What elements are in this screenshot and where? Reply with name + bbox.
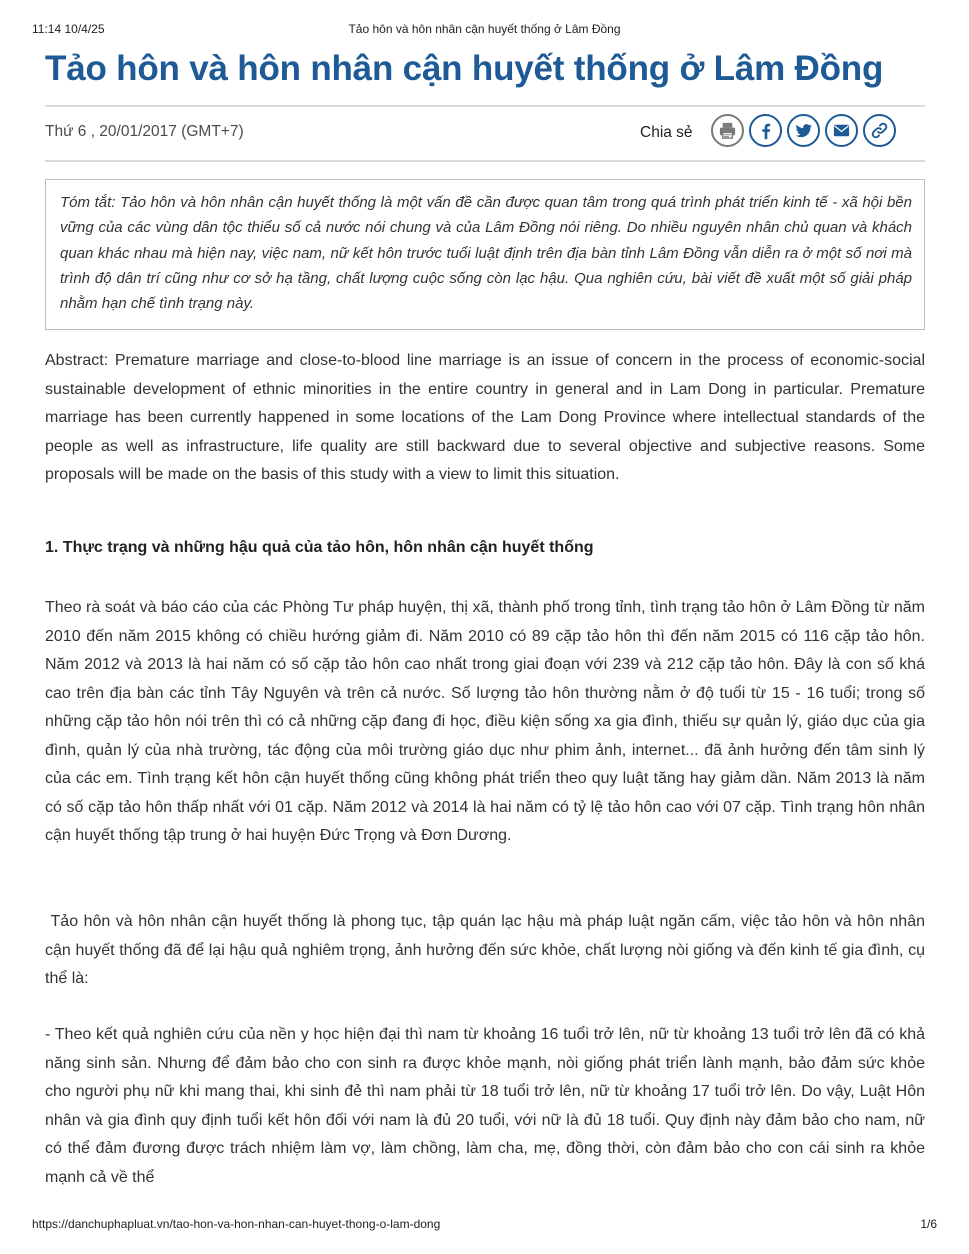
link-icon[interactable] xyxy=(863,114,896,147)
share-bar xyxy=(711,114,896,147)
twitter-icon[interactable] xyxy=(787,114,820,147)
article-date: Thứ 6 , 20/01/2017 (GMT+7) xyxy=(45,123,244,140)
summary-box: Tóm tắt: Tảo hôn và hôn nhân cận huyết thống là một vấn đề cần được quan tâm trong quá trình phát triển kinh tế - xã hội bền vững của các vùng dân tộc thiểu số cả nước nói chung và của Lâm Đồng nói riêng. Do nhiều nguyên nhân chủ quan và khách quan khác nhau mà hiện nay, việc nam, nữ kết hôn trước tuổi luật định trên địa bàn tỉnh Lâm Đồng vẫn diễn ra ở một số nơi mà trình độ dân trí cũng như cơ sở hạ tầng, chất lượng cuộc sống còn lạc hậu. Qua nghiên cứu, bài viết đề xuất một số giải pháp nhằm hạn chế tình trạng này. xyxy=(45,179,925,330)
section-heading: 1. Thực trạng và những hậu quả của tảo hôn, hôn nhân cận huyết thống xyxy=(45,539,594,556)
title-divider xyxy=(45,105,925,107)
abstract-paragraph: Abstract: Premature marriage and close-to-blood line marriage is an issue of concern in the process of economic-social sustainable development of ethnic minorities in the entire country in general and in Lam Dong in particular. Premature marriage has been currently happened in some locations of the Lam Dong Province where intellectual standards of the people as well as infrastructure, life quality are still backward due to several objective and subjective reasons. Some proposals will be made on the basis of this study with a view to limit this situation. xyxy=(45,352,925,483)
print-page-number: 1/6 xyxy=(920,1217,937,1231)
share-label: Chia sẻ xyxy=(640,124,693,141)
print-footer xyxy=(32,1217,937,1233)
facebook-icon[interactable] xyxy=(749,114,782,147)
print-header xyxy=(32,22,937,38)
body-paragraph: - Theo kết quả nghiên cứu của nền y học hiện đại thì nam từ khoảng 16 tuổi trở lên, nữ từ khoảng 13 tuổi trở lên đã có khả năng sinh sản. Nhưng để đảm bảo cho con sinh ra được khỏe mạnh, nòi giống phát triển lành mạnh, bảo đảm sức khỏe cho người phụ nữ khi mang thai, khi sinh đẻ thì nam phải từ 18 tuổi trở lên, nữ từ khoảng 17 tuổi trở lên. Do vậy, Luật Hôn nhân và gia đình quy định tuổi kết hôn đối với nam là đủ 20 tuổi, với nữ là đủ 18 tuổi. Quy định này đảm bảo cho nam, nữ có thể đảm đương được trách nhiệm làm vợ, làm chồng, làm cha, mẹ, đồng thời, còn đảm bảo cho con cái sinh ra khỏe mạnh cả về thể xyxy=(45,1026,925,1186)
body-paragraph: Theo rà soát và báo cáo của các Phòng Tư pháp huyện, thị xã, thành phố trong tỉnh, tình trạng tảo hôn ở Lâm Đồng từ năm 2010 đến năm 2015 không có chiều hướng giảm đi. Năm 2010 có 89 cặp tảo hôn thì đến năm 2015 có 116 cặp tảo hôn. Năm 2012 và 2013 là hai năm có số cặp tảo hôn cao nhất trong giai đoạn với 239 và 212 cặp tảo hôn. Đây là con số khá cao trên địa bàn các tỉnh Tây Nguyên và trên cả nước. Số lượng tảo hôn thường nằm ở độ tuổi từ 15 - 16 tuổi; trong số những cặp tảo hôn nói trên thì có cả những cặp đang đi học, điều kiện sống xa gia đình, thiếu sự quản lý, giáo dục của gia đình, quản lý của nhà trường, tác động của môi trường giáo dục như phim ảnh, internet... đã ảnh hưởng đến tâm sinh lý của các em. Tình trạng kết hôn cận huyết thống cũng không phát triển theo quy luật tăng hay giảm dần. Năm 2013 là năm có số cặp tảo hôn thấp nhất với 01 cặp. Năm 2012 và 2014 là hai năm có tỷ lệ tảo hôn cao với 07 cặp. Tình trạng hôn nhân cận huyết thống tập trung ở hai huyện Đức Trọng và Đơn Dương. xyxy=(45,599,925,844)
meta-divider xyxy=(45,160,925,162)
print-icon[interactable] xyxy=(711,114,744,147)
print-datetime: 11:14 10/4/25 xyxy=(32,22,105,36)
print-footer-url: https://danchuphapluat.vn/tao-hon-va-hon-nhan-can-huyet-thong-o-lam-dong xyxy=(32,1217,441,1231)
print-page-title: Tảo hôn và hôn nhân cận huyết thống ở Lâm Đồng xyxy=(348,22,621,36)
article-title: Tảo hôn và hôn nhân cận huyết thống ở Lâm Đồng xyxy=(45,49,884,88)
body-paragraph: Tảo hôn và hôn nhân cận huyết thống là phong tục, tập quán lạc hậu mà pháp luật ngăn cấm, việc tảo hôn và hôn nhân cận huyết thống đã để lại hậu quả nghiêm trọng, ảnh hưởng đến sức khỏe, chất lượng nòi giống và đến kinh tế gia đình, cụ thể là: xyxy=(45,913,930,987)
email-icon[interactable] xyxy=(825,114,858,147)
